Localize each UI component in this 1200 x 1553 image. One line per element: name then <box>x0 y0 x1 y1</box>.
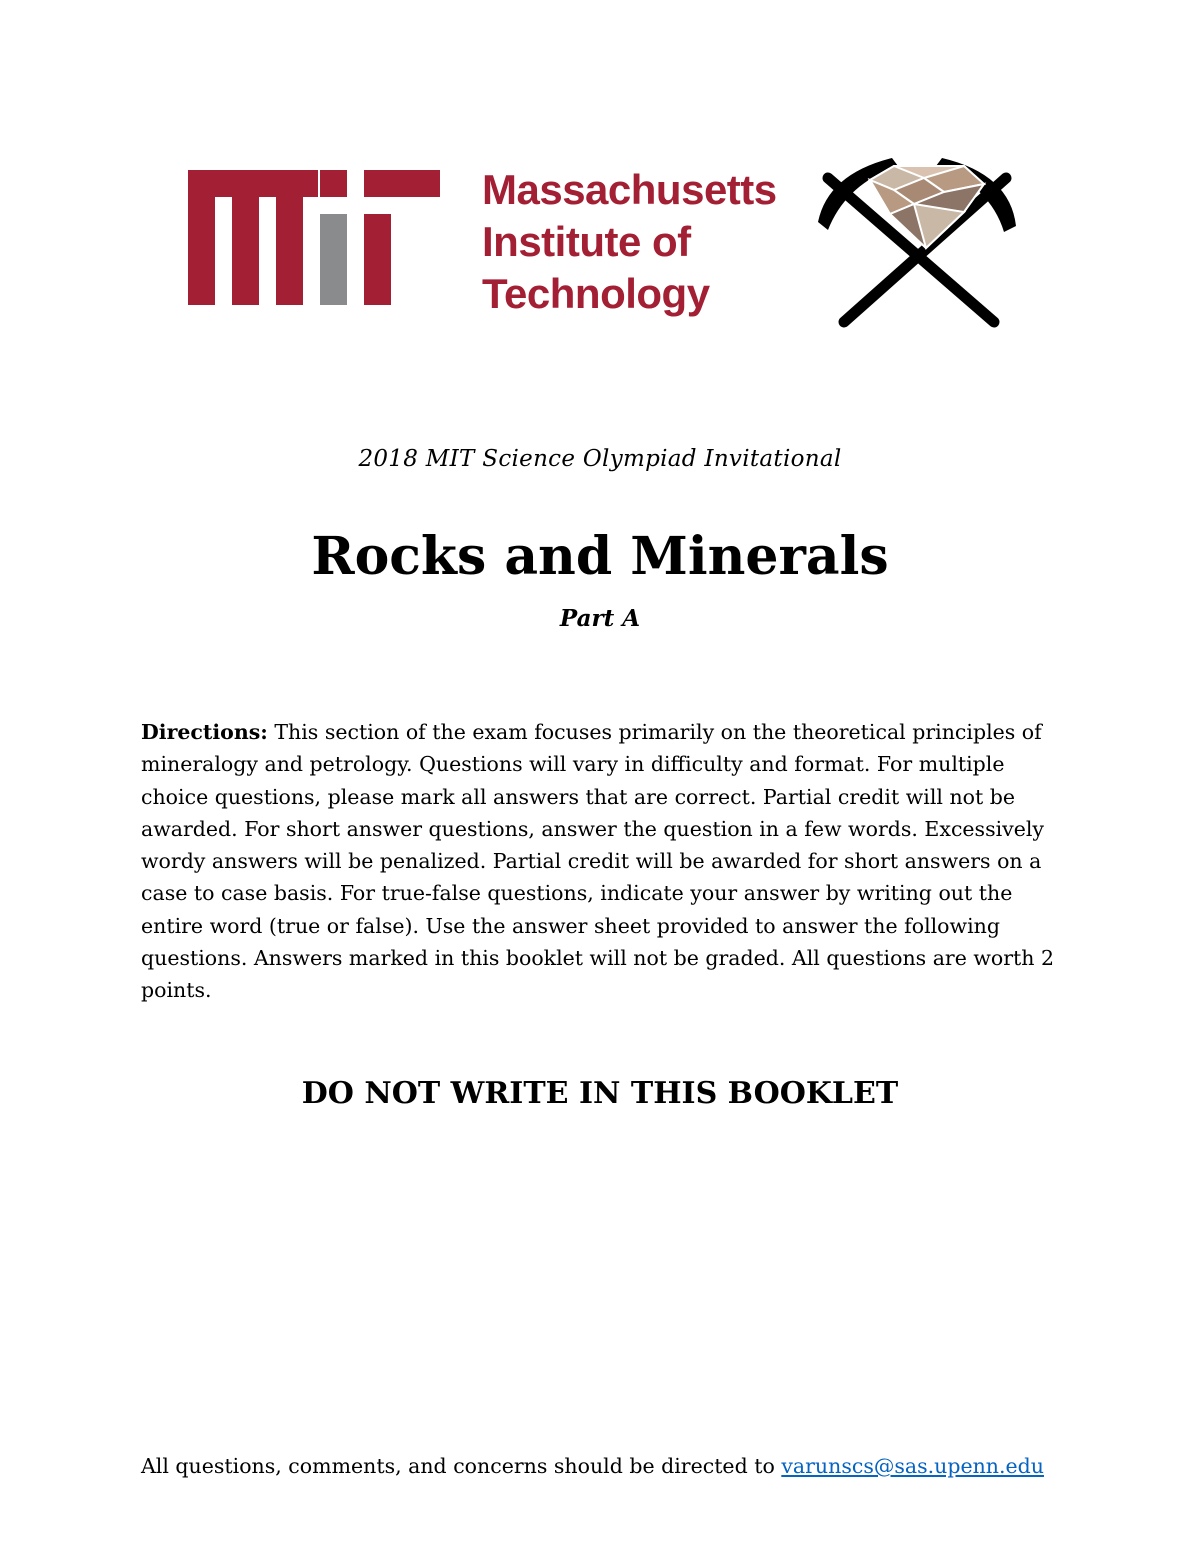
wordmark-line: Massachusetts <box>482 166 777 213</box>
page-title: Rocks and Minerals <box>311 526 889 587</box>
mit-logo-bar <box>276 170 303 305</box>
mit-wordmark <box>482 164 777 320</box>
mit-logo <box>188 170 440 305</box>
crossed-pickaxes-gem-icon <box>814 152 1020 328</box>
mit-logo-bar <box>320 170 347 197</box>
wordmark-line: Technology <box>482 270 710 317</box>
mit-logo-bar <box>364 214 391 305</box>
mit-logo-bar <box>364 170 440 197</box>
contact-email-link[interactable]: varunscs@sas.upenn.edu <box>781 1454 1044 1478</box>
part-label: Part A <box>559 605 641 632</box>
directions-paragraph <box>141 716 1059 1007</box>
warning-notice: DO NOT WRITE IN THIS BOOKLET <box>301 1076 899 1111</box>
mit-logo-bar-gray <box>320 214 347 305</box>
directions-text: This section of the exam focuses primarily on the theoretical principles of mineralogy and petrology. Questions will vary in difficulty and format. For multiple choice questions, please mark all answers that are correct. Partial credit will not be awarded. For short answer questions, answer the question in a few words. Excessively wordy answers will be penalized. Partial credit will be awarded for short answers on a case to case basis. For true-false questions, indicate your answer by writing out the entire word (true or false). Use the answer sheet provided to answer the following questions. Answers marked in this booklet will not be graded. All questions are worth 2 points. <box>141 720 1055 1003</box>
event-line: 2018 MIT Science Olympiad Invitational <box>358 446 842 472</box>
wordmark-line: Institute of <box>482 218 691 265</box>
footer-text: All questions, comments, and concerns should be directed to <box>141 1454 782 1478</box>
footer-contact <box>141 1454 1121 1478</box>
directions-label: Directions: <box>141 720 268 744</box>
